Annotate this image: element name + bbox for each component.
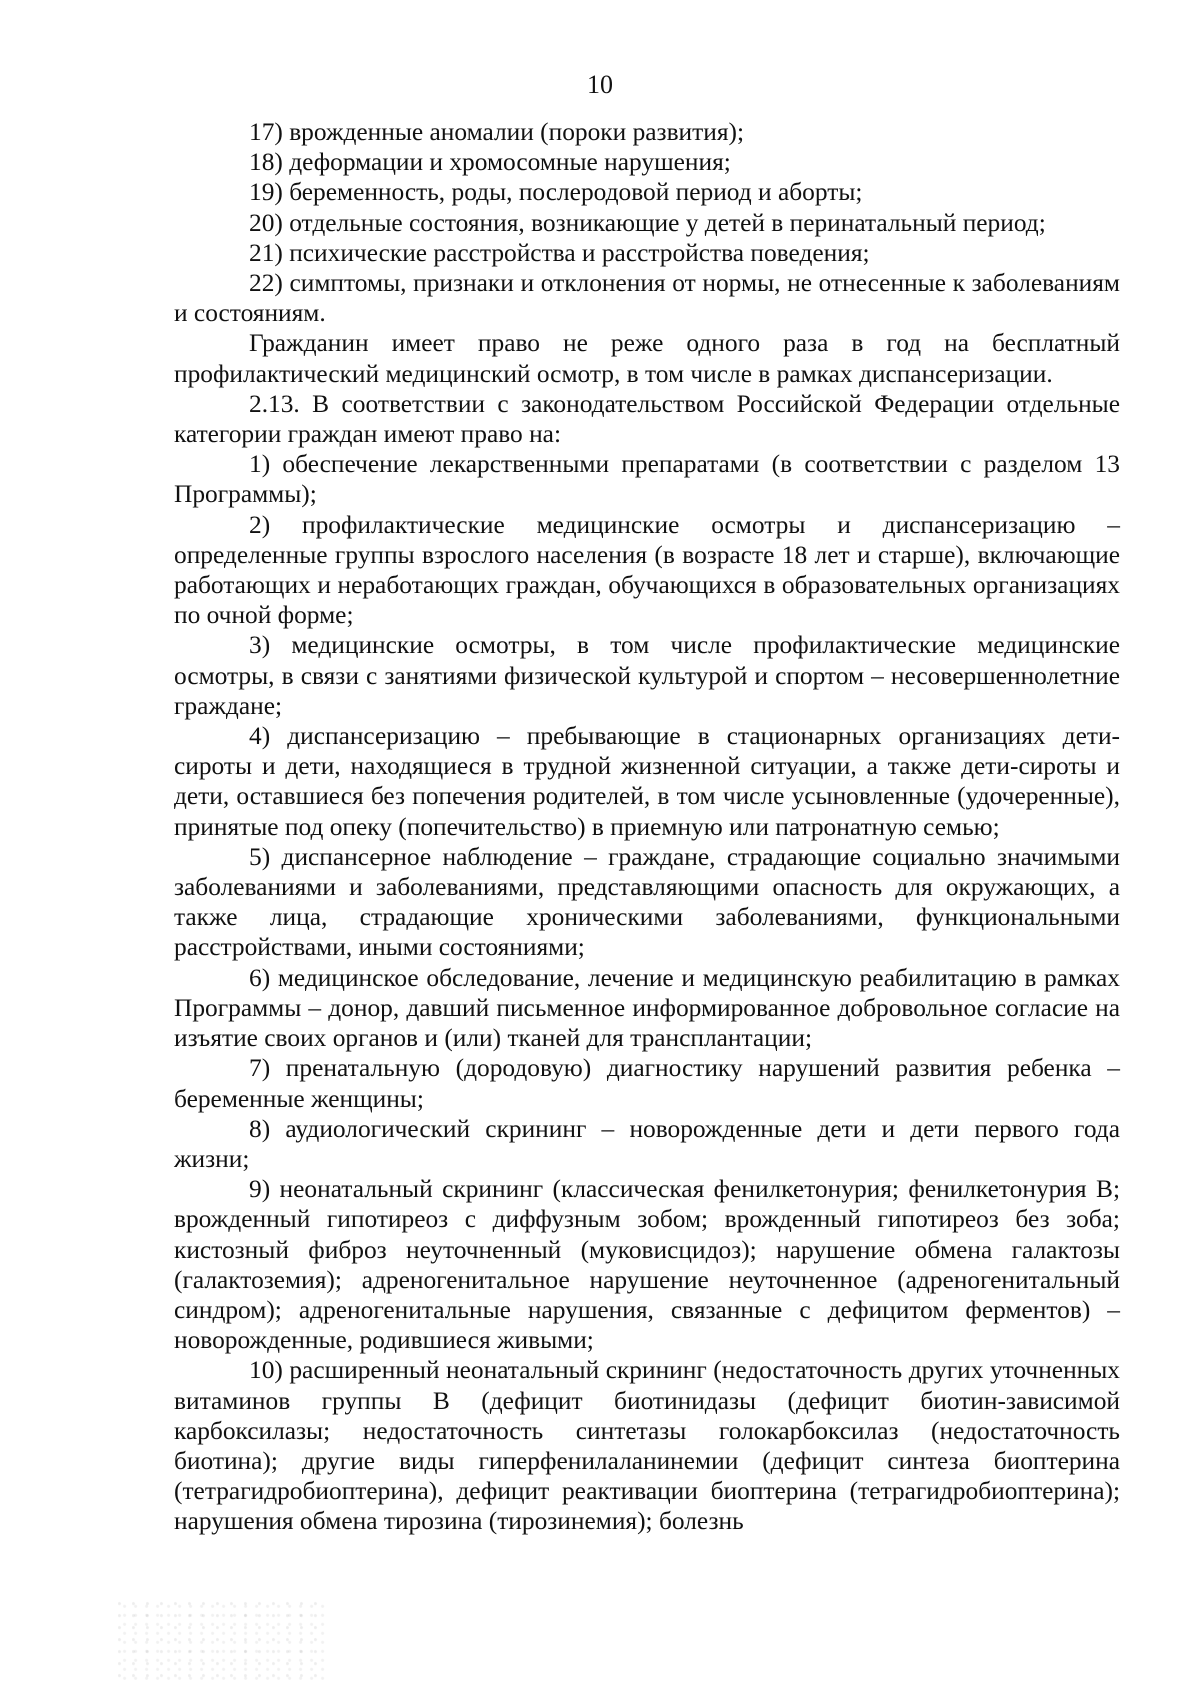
list-item-18: 18) деформации и хромосомные нарушения; (249, 148, 731, 177)
list-item-19: 19) беременность, роды, послеродовой период и аборты; (249, 178, 863, 207)
list-item-17: 17) врожденные аномалии (пороки развития); (249, 118, 745, 146)
paragraph-preventive-exam-right: Гражданин имеет право не реже одного раза в год на бесплатный профилактический медицинский осмотр, в том числе в рамках диспансеризации. (174, 329, 1120, 388)
paragraph-section-2-13: 2.13. В соответствии с законодательством Российской Федерации отдельные категории граждан имеют право на: (174, 389, 1120, 449)
right-item-5: 5) диспансерное наблюдение – граждане, страдающие социально значимыми заболеваниями и заболеваниями, представляющими опасность для окружающих, а также лица, страдающие хроническими заболеваниями, функциональными расстройствами, иными состояниями; (174, 842, 1120, 962)
list-item-22: 22) симптомы, признаки и отклонения от нормы, не отнесенные к заболеваниям и состояниям. (174, 269, 1120, 328)
scan-smudge (118, 1600, 328, 1680)
list-item-21: 21) психические расстройства и расстройства поведения; (249, 238, 870, 267)
list-item-20: 20) отдельные состояния, возникающие у детей в перинатальный период; (249, 208, 1046, 237)
right-item-9: 9) неонатальный скрининг (классическая фенилкетонурия; фенилкетонурия B; врожденный гипотиреоз с диффузным зобом; врожденный гипотиреоз без зоба; кистозный фиброз неуточненный (муковисцидоз); нарушение обмена галактозы (галактоземия); адреногенитальное нарушение неуточненное (адреногенитальный синдром); адреногенитальные нарушения, связанные с дефицитом ферментов) – новорожденные, родившиеся живыми; (174, 1175, 1120, 1355)
right-item-1: 1) обеспечение лекарственными препаратами (в соответствии с разделом 13 Программы); (174, 450, 1120, 509)
right-item-7: 7) пренатальную (дородовую) диагностику нарушений развития ребенка – беременные женщины; (174, 1054, 1120, 1113)
right-item-6: 6) медицинское обследование, лечение и медицинскую реабилитацию в рамках Программы – донор, давший письменное информированное добровольное согласие на изъятие своих органов и (или) тканей для трансплантации; (174, 963, 1120, 1053)
right-item-4: 4) диспансеризацию – пребывающие в стационарных организациях дети-сироты и дети, находящиеся в трудной жизненной ситуации, а также дети-сироты и дети, оставшиеся без попечения родителей, в том числе усыновленные (удочеренные), принятые под опеку (попечительство) в приемную или патронатную семью; (174, 722, 1120, 841)
right-item-3: 3) медицинские осмотры, в том числе профилактические медицинские осмотры, в связи с занятиями физической культурой и спортом – несовершеннолетние граждане; (174, 631, 1120, 720)
right-item-8: 8) аудиологический скрининг – новорожденные дети и дети первого года жизни; (174, 1114, 1120, 1173)
document-body (174, 117, 1120, 1537)
page-number: 10 (587, 70, 613, 99)
right-item-10: 10) расширенный неонатальный скрининг (недостаточность других уточненных витаминов группы B (дефицит биотинидазы (дефицит биотин-зависимой карбоксилазы; недостаточность синтетазы голокарбоксилаз (недостаточность биотина); другие виды гиперфенилаланинемии (дефицит синтеза биоптерина (тетрагидробиоптерина), дефицит реактивации биоптерина (тетрагидробиоптерина); нарушения обмена тирозина (тирозинемия); болезнь (174, 1356, 1120, 1536)
right-item-2: 2) профилактические медицинские осмотры и диспансеризацию – определенные группы взрослого населения (в возрасте 18 лет и старше), включающие работающих и неработающих граждан, обучающихся в образовательных организациях по очной форме; (174, 510, 1120, 630)
